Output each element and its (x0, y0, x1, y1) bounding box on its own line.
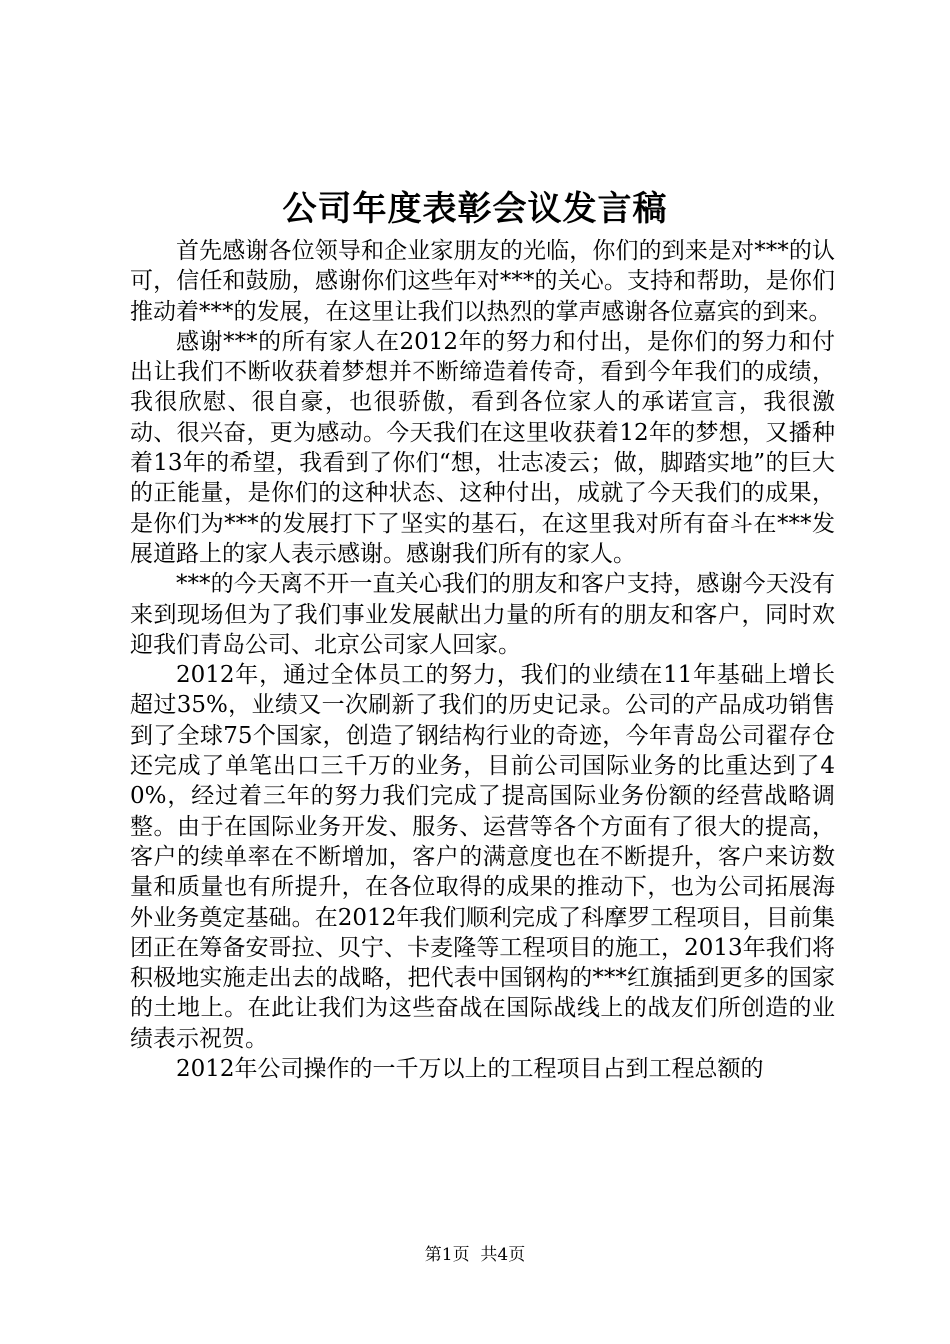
page-total: 共4页 (480, 1245, 526, 1265)
paragraph-3: ***的今天离不开一直关心我们的朋友和客户支持，感谢今天没有来到现场但为了我们事业发展献出力量的所有的朋友和客户，同时欢迎我们青岛公司、北京公司家人回家。 (130, 571, 835, 658)
paragraph-1: 首先感谢各位领导和企业家朋友的光临，你们的到来是对***的认可，信任和鼓励，感谢你们这些年对***的关心。支持和帮助，是你们推动着***的发展，在这里让我们以热烈的掌声感谢各位嘉宾的到来。 (130, 238, 835, 325)
footer-separator (470, 1245, 481, 1265)
paragraph-5: 2012年公司操作的一千万以上的工程项目占到工程总额的 (176, 1056, 764, 1083)
paragraph-2: 感谢***的所有家人在2012年的努力和付出，是你们的努力和付出让我们不断收获着梦想并不断缔造着传奇，看到今年我们的成绩，我很欣慰、很自豪，也很骄傲，看到各位家人的承诺宣言，我很激动、很兴奋，更为感动。今天我们在这里收获着12年的梦想，又播种着13年的希望，我看到了你们“想，壮志凌云；做，脚踏实地”的巨大的正能量，是你们的这种状态、这种付出，成就了今天我们的成果，是你们为***的发展打下了坚实的基石，在这里我对所有奋斗在***发展道路上的家人表示感谢。感谢我们所有的家人。 (130, 328, 835, 567)
document-body (130, 236, 835, 1084)
paragraph-4: 2012年，通过全体员工的努力，我们的业绩在11年基础上增长超过35%，业绩又一次刷新了我们的历史记录。公司的产品成功销售到了全球75个国家，创造了钢结构行业的奇迹，今年青岛公司翟存仓还完成了单笔出口三千万的业务，目前公司国际业务的比重达到了40%，经过着三年的努力我们完成了提高国际业务份额的经营战略调整。由于在国际业务开发、服务、运营等各个方面有了很大的提高，客户的续单率在不断增加，客户的满意度也在不断提升，客户来访数量和质量也有所提升，在各位取得的成果的推动下，也为公司拓展海外业务奠定基础。在2012年我们顺利完成了科摩罗工程项目，目前集团正在筹备安哥拉、贝宁、卡麦隆等工程项目的施工，2013年我们将积极地实施走出去的战略，把代表中国钢构的***红旗插到更多的国家的土地上。在此让我们为这些奋战在国际战线上的战友们所创造的业绩表示祝贺。 (130, 662, 835, 1052)
document-title: 公司年度表彰会议发言稿 (282, 189, 668, 229)
page-number: 第1页 (424, 1245, 470, 1265)
page-footer (0, 1243, 950, 1267)
